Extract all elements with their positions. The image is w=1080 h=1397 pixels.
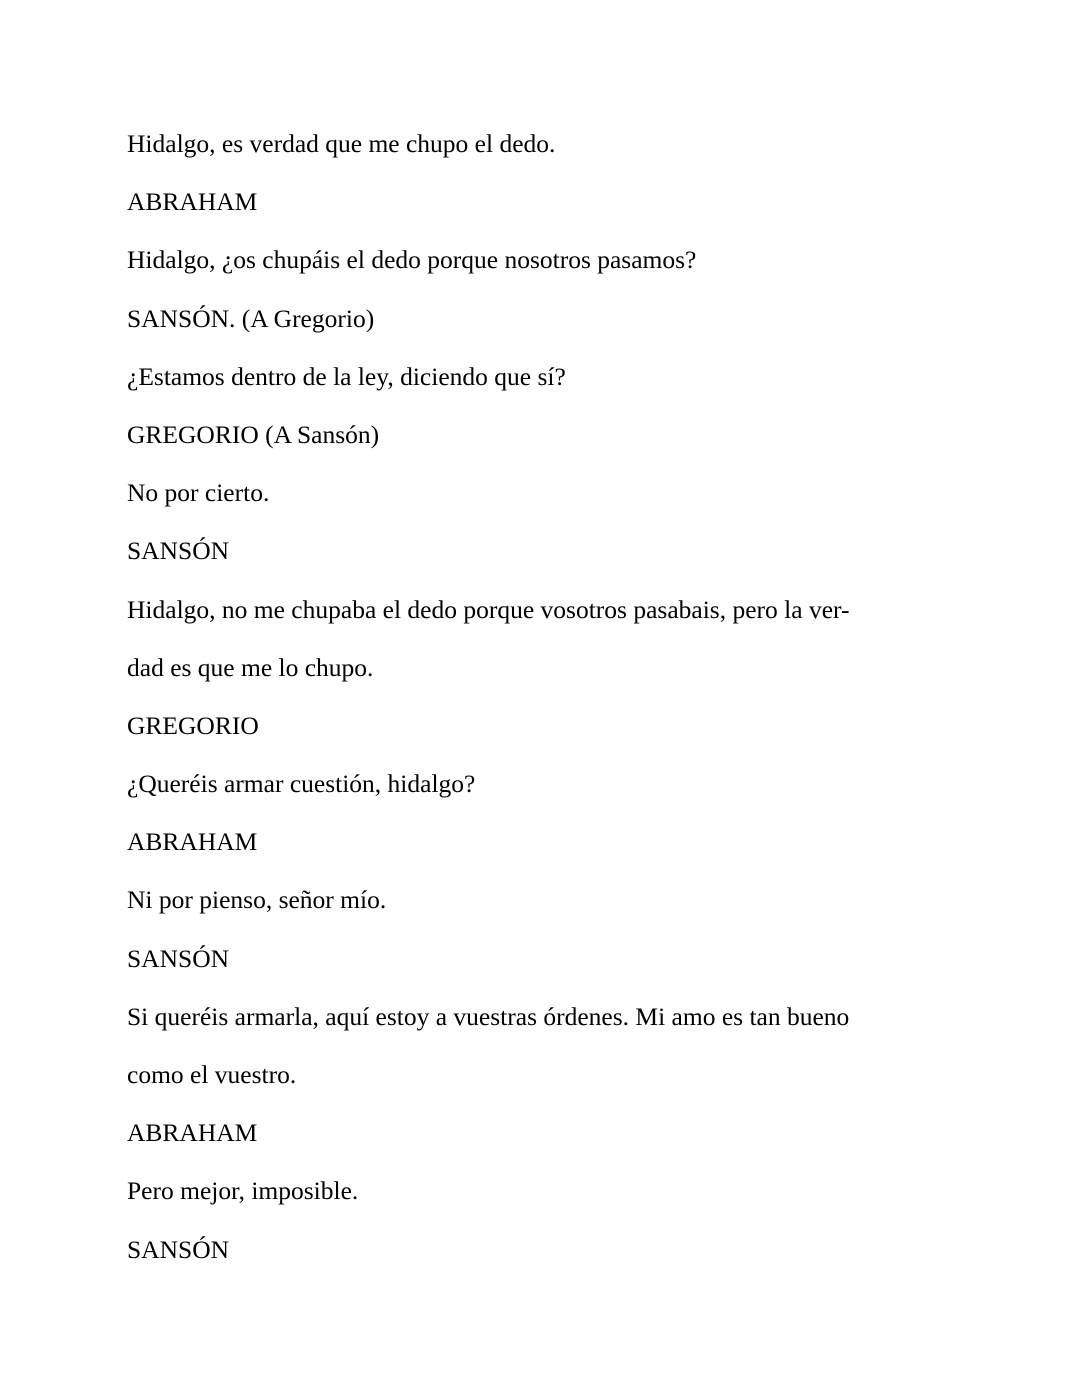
dialogue-line: Hidalgo, es verdad que me chupo el dedo.: [127, 129, 556, 158]
dialogue-line: como el vuestro.: [127, 1060, 297, 1089]
dialogue-line: ¿Queréis armar cuestión, hidalgo?: [127, 769, 476, 799]
dialogue-line: Si queréis armarla, aquí estoy a vuestras órdenes. Mi amo es tan bueno: [127, 1001, 850, 1031]
script-text: [127, 124, 927, 1288]
dialogue-line: Pero mejor, imposible.: [127, 1176, 359, 1206]
dialogue-line: Hidalgo, ¿os chupáis el dedo porque nosotros pasamos?: [127, 245, 697, 275]
speaker-name: SANSÓN: [127, 536, 230, 566]
speaker-name: GREGORIO (A Sansón): [127, 419, 380, 449]
speaker-name: SANSÓN: [127, 943, 230, 973]
speaker-name: GREGORIO: [127, 710, 259, 740]
dialogue-line: ¿Estamos dentro de la ley, diciendo que sí?: [127, 361, 566, 391]
speaker-name: SANSÓN. (A Gregorio): [127, 303, 375, 333]
speaker-name: ABRAHAM: [127, 827, 258, 857]
dialogue-line: dad es que me lo chupo.: [127, 652, 374, 682]
speaker-name: ABRAHAM: [127, 1118, 258, 1148]
dialogue-line: Ni por pienso, señor mío.: [127, 885, 387, 915]
dialogue-line: Hidalgo, no me chupaba el dedo porque vosotros pasabais, pero la ver-: [127, 594, 850, 624]
dialogue-line: No por cierto.: [127, 478, 270, 508]
speaker-name: ABRAHAM: [127, 187, 258, 217]
speaker-name: SANSÓN: [127, 1234, 230, 1264]
